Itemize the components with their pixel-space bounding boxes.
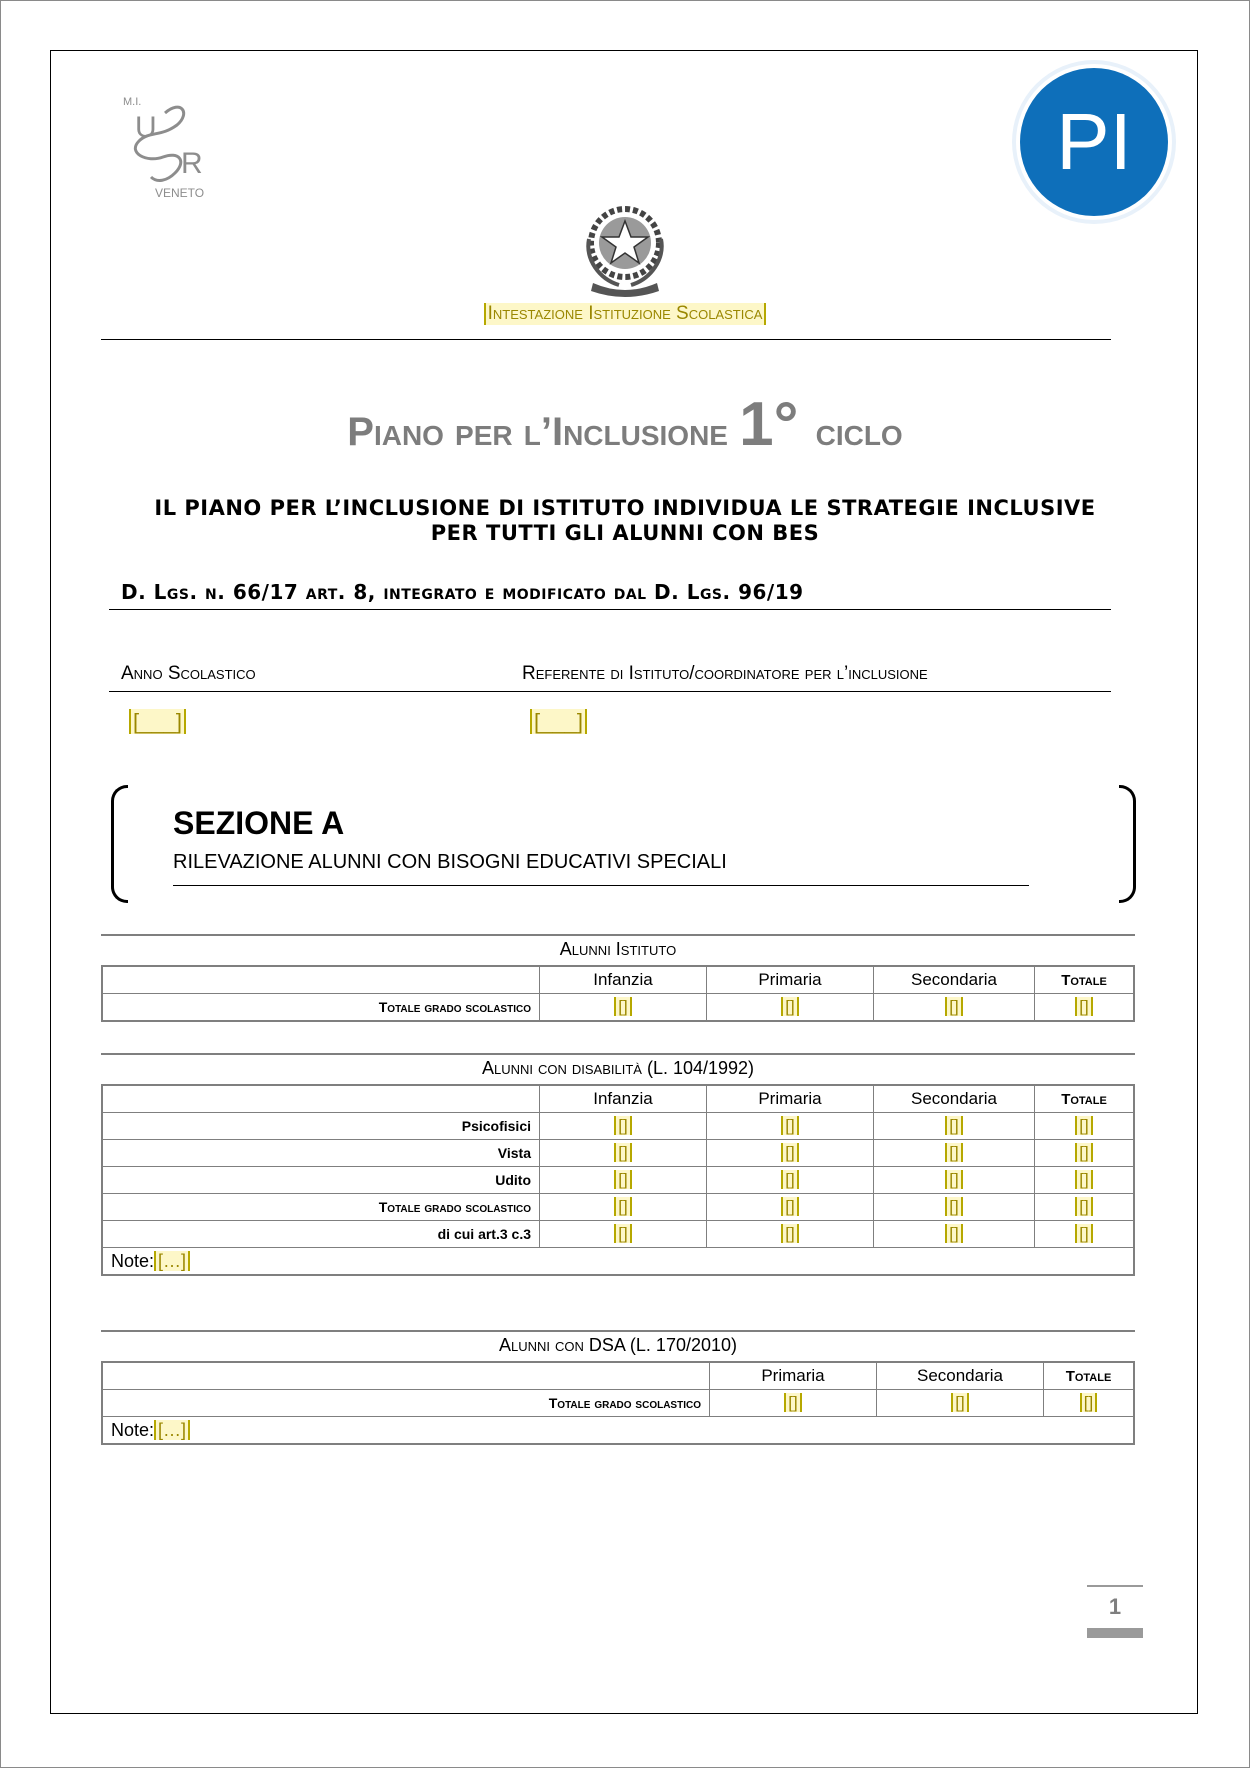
legal-reference: D. Lgs. n. 66/17 art. 8, integrato e modificato dal D. Lgs. 96/19 bbox=[121, 580, 804, 604]
value-cell[interactable] bbox=[707, 1194, 874, 1221]
document-title bbox=[51, 389, 1199, 460]
cell-placeholder: [] bbox=[945, 1224, 962, 1243]
header-secondaria: Secondaria bbox=[877, 1362, 1044, 1390]
table-disabilita bbox=[101, 1084, 1135, 1276]
table-istituto bbox=[101, 965, 1135, 1022]
usr-logo-veneto: VENETO bbox=[155, 186, 205, 200]
school-header-placeholder[interactable] bbox=[51, 303, 1199, 325]
value-cell[interactable] bbox=[540, 994, 707, 1022]
value-cell[interactable] bbox=[874, 1194, 1035, 1221]
cell-placeholder: [] bbox=[781, 1143, 798, 1162]
title-part-3: ciclo bbox=[815, 410, 903, 454]
document-subtitle bbox=[111, 496, 1139, 546]
table-row bbox=[102, 1085, 1134, 1113]
table-row bbox=[102, 1140, 1134, 1167]
table-istituto-title: Alunni Istituto bbox=[559, 939, 677, 959]
value-cell[interactable] bbox=[877, 1390, 1044, 1417]
page-number-rule bbox=[1087, 1585, 1143, 1587]
table-row bbox=[102, 1362, 1134, 1390]
header-primaria: Primaria bbox=[707, 1085, 874, 1113]
table-disabilita-rule bbox=[101, 1053, 1135, 1055]
school-year-value: [___] bbox=[129, 709, 186, 734]
pi-logo bbox=[1009, 57, 1179, 227]
cell-placeholder: [] bbox=[951, 1393, 968, 1412]
value-cell[interactable] bbox=[707, 1167, 874, 1194]
school-year-label: Anno Scolastico bbox=[121, 663, 256, 684]
cell-placeholder: [] bbox=[945, 997, 962, 1016]
section-bracket-left bbox=[111, 785, 128, 903]
page-number-bar bbox=[1087, 1628, 1143, 1638]
value-cell[interactable] bbox=[874, 1113, 1035, 1140]
school-header-text: Intestazione Istituzione Scolastica bbox=[484, 303, 767, 325]
table-row bbox=[102, 994, 1134, 1022]
cell-placeholder: [] bbox=[614, 1170, 631, 1189]
cell-placeholder: [] bbox=[781, 1224, 798, 1243]
cell-placeholder: [] bbox=[781, 1197, 798, 1216]
italian-republic-emblem bbox=[579, 199, 671, 299]
value-cell[interactable] bbox=[707, 1140, 874, 1167]
pi-logo-text: PI bbox=[1056, 97, 1132, 186]
page-number: 1 bbox=[1108, 1594, 1122, 1619]
cell-placeholder: [] bbox=[945, 1197, 962, 1216]
subtitle-line-2: PER TUTTI GLI ALUNNI CON BES bbox=[430, 521, 820, 545]
title-part-2: 1° bbox=[739, 390, 816, 459]
cell-placeholder: [] bbox=[784, 1393, 801, 1412]
notes-field[interactable] bbox=[102, 1417, 1134, 1445]
section-title: SEZIONE A bbox=[173, 805, 345, 841]
document-page bbox=[50, 50, 1198, 1714]
legal-divider bbox=[109, 609, 1111, 610]
cell-placeholder: [] bbox=[945, 1143, 962, 1162]
value-cell[interactable] bbox=[707, 1113, 874, 1140]
section-subtitle: RILEVAZIONE ALUNNI CON BISOGNI EDUCATIVI SPECIALI bbox=[173, 851, 727, 873]
value-cell[interactable] bbox=[1035, 994, 1135, 1022]
header-totale: Totale bbox=[1044, 1362, 1135, 1390]
school-year-field[interactable] bbox=[129, 709, 186, 735]
value-cell[interactable] bbox=[1035, 1194, 1135, 1221]
value-cell[interactable] bbox=[874, 994, 1035, 1022]
table-row bbox=[102, 1194, 1134, 1221]
value-cell[interactable] bbox=[710, 1390, 877, 1417]
notes-placeholder: […] bbox=[154, 1420, 190, 1440]
usr-logo-r: R bbox=[181, 147, 203, 180]
header-totale: Totale bbox=[1035, 1085, 1135, 1113]
value-cell[interactable] bbox=[540, 1140, 707, 1167]
value-cell[interactable] bbox=[874, 1140, 1035, 1167]
table-dsa-title: Alunni con DSA (L. 170/2010) bbox=[499, 1335, 737, 1355]
header-primaria: Primaria bbox=[710, 1362, 877, 1390]
title-part-1: Piano per l’Inclusione bbox=[347, 410, 740, 454]
header-primaria: Primaria bbox=[707, 966, 874, 994]
table-row bbox=[102, 1167, 1134, 1194]
header-cell-empty bbox=[102, 966, 540, 994]
value-cell[interactable] bbox=[540, 1167, 707, 1194]
cell-placeholder: [] bbox=[1080, 1393, 1097, 1412]
row-label: di cui art.3 c.3 bbox=[102, 1221, 540, 1248]
cell-placeholder: [] bbox=[781, 997, 798, 1016]
fields-divider bbox=[109, 691, 1111, 692]
value-cell[interactable] bbox=[1044, 1390, 1135, 1417]
cell-placeholder: [] bbox=[1075, 1197, 1092, 1216]
section-bracket-right bbox=[1119, 785, 1136, 903]
cell-placeholder: [] bbox=[614, 1224, 631, 1243]
row-label: Vista bbox=[102, 1140, 540, 1167]
referent-field[interactable] bbox=[530, 709, 587, 735]
cell-placeholder: [] bbox=[614, 997, 631, 1016]
table-dsa-rule bbox=[101, 1330, 1135, 1332]
value-cell[interactable] bbox=[1035, 1167, 1135, 1194]
value-cell[interactable] bbox=[874, 1221, 1035, 1248]
header-cell-empty bbox=[102, 1362, 710, 1390]
table-row bbox=[102, 1113, 1134, 1140]
referent-value: [___] bbox=[530, 709, 587, 734]
table-row bbox=[102, 1248, 1134, 1276]
table-row bbox=[102, 1390, 1134, 1417]
header-divider bbox=[101, 339, 1111, 340]
row-label: Totale grado scolastico bbox=[102, 1390, 710, 1417]
cell-placeholder: [] bbox=[1075, 1116, 1092, 1135]
notes-placeholder: […] bbox=[154, 1251, 190, 1271]
usr-logo-mi: M.I. bbox=[123, 96, 142, 108]
header-totale: Totale bbox=[1035, 966, 1135, 994]
value-cell[interactable] bbox=[540, 1221, 707, 1248]
header-infanzia: Infanzia bbox=[540, 1085, 707, 1113]
cell-placeholder: [] bbox=[1075, 1143, 1092, 1162]
section-underline bbox=[173, 885, 1029, 886]
notes-label: Note: bbox=[111, 1250, 155, 1271]
row-label: Totale grado scolastico bbox=[102, 994, 540, 1022]
table-disabilita-title: Alunni con disabilità (L. 104/1992) bbox=[481, 1058, 755, 1078]
value-cell[interactable] bbox=[1035, 1113, 1135, 1140]
cell-placeholder: [] bbox=[781, 1170, 798, 1189]
usr-logo-u: U bbox=[135, 111, 157, 144]
value-cell[interactable] bbox=[540, 1113, 707, 1140]
cell-placeholder: [] bbox=[614, 1197, 631, 1216]
cell-placeholder: [] bbox=[614, 1116, 631, 1135]
row-label: Udito bbox=[102, 1167, 540, 1194]
table-istituto-rule bbox=[101, 934, 1135, 936]
usr-veneto-logo bbox=[121, 91, 241, 201]
cell-placeholder: [] bbox=[1075, 1224, 1092, 1243]
cell-placeholder: [] bbox=[1075, 997, 1092, 1016]
value-cell[interactable] bbox=[707, 1221, 874, 1248]
value-cell[interactable] bbox=[540, 1194, 707, 1221]
subtitle-line-1: IL PIANO PER L’INCLUSIONE DI ISTITUTO INDIVIDUA LE STRATEGIE INCLUSIVE bbox=[154, 496, 1096, 520]
cell-placeholder: [] bbox=[945, 1116, 962, 1135]
header-secondaria: Secondaria bbox=[874, 966, 1035, 994]
table-row bbox=[102, 966, 1134, 994]
header-secondaria: Secondaria bbox=[874, 1085, 1035, 1113]
cell-placeholder: [] bbox=[614, 1143, 631, 1162]
table-dsa bbox=[101, 1361, 1135, 1445]
value-cell[interactable] bbox=[1035, 1140, 1135, 1167]
cell-placeholder: [] bbox=[1075, 1170, 1092, 1189]
header-cell-empty bbox=[102, 1085, 540, 1113]
value-cell[interactable] bbox=[1035, 1221, 1135, 1248]
cell-placeholder: [] bbox=[945, 1170, 962, 1189]
referent-label: Referente di Istituto/coordinatore per l’inclusione bbox=[522, 663, 928, 684]
value-cell[interactable] bbox=[707, 994, 874, 1022]
cell-placeholder: [] bbox=[781, 1116, 798, 1135]
value-cell[interactable] bbox=[874, 1167, 1035, 1194]
header-infanzia: Infanzia bbox=[540, 966, 707, 994]
table-row bbox=[102, 1221, 1134, 1248]
row-label: Totale grado scolastico bbox=[102, 1194, 540, 1221]
notes-label: Note: bbox=[111, 1419, 155, 1440]
row-label: Psicofisici bbox=[102, 1113, 540, 1140]
table-row bbox=[102, 1417, 1134, 1445]
notes-field[interactable] bbox=[102, 1248, 1134, 1276]
